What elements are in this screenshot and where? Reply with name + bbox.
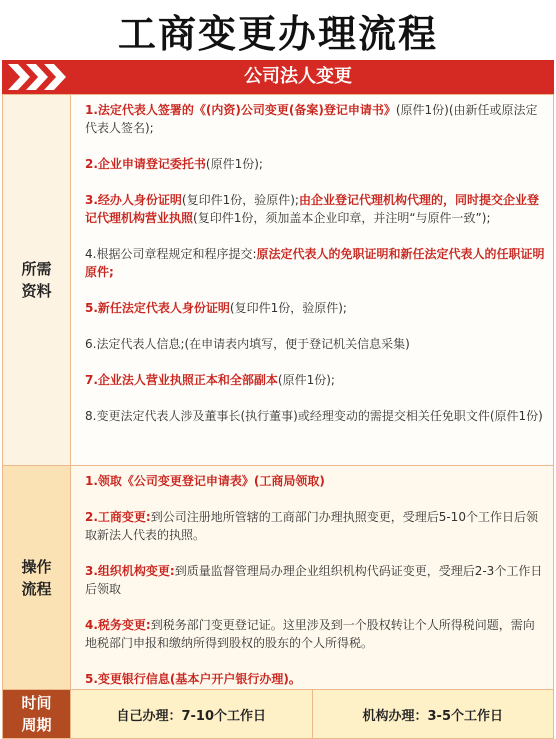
materials-item-text: 1.法定代表人签署的《(内资)公司变更(备案)登记申请书》 <box>85 103 396 117</box>
materials-item-text: 7.企业法人营业执照正本和全部副本 <box>85 373 278 387</box>
banner-title: 公司法人变更 <box>244 66 352 87</box>
materials-item-text: 4.根据公司章程规定和程序提交: <box>85 247 257 261</box>
process-list <box>71 466 553 689</box>
materials-item-text: (原件1份); <box>205 157 263 171</box>
materials-row <box>3 95 553 466</box>
materials-item-text: 原法定代表人的免职证明和新任法定代表人的任职证明原件; <box>85 247 545 279</box>
materials-item <box>85 191 545 227</box>
process-item-text: 到公司注册地所管辖的工商部门办理执照变更，受理后5-10个工作日后领取新法人代表的执照。 <box>85 510 538 542</box>
materials-label-line2: 资料 <box>21 282 52 300</box>
section-banner <box>2 60 554 94</box>
process-item-text: 1.领取《公司变更登记申请表》(工商局领取) <box>85 474 325 488</box>
materials-item-text: (复印件1份，须加盖本企业印章，并注明“与原件一致”); <box>193 211 491 225</box>
materials-item-text: 8.变更法定代表人涉及董事长(执行董事)或经理变动的需提交相关任免职文件(原件1份) <box>85 409 543 423</box>
materials-item <box>85 245 545 281</box>
materials-item-text: 2.企业申请登记委托书 <box>85 157 206 171</box>
materials-item-text: 5.新任法定代表人身份证明 <box>85 301 230 315</box>
materials-item <box>85 101 545 137</box>
process-item <box>85 616 545 652</box>
process-label-line1: 操作 <box>21 557 52 576</box>
period-row <box>3 690 553 738</box>
materials-label <box>3 95 71 465</box>
materials-item <box>85 407 545 425</box>
process-item-text: 5.变更银行信息(基本户开户银行办理)。 <box>85 672 301 686</box>
period-label-line2: 周期 <box>21 716 52 734</box>
materials-item <box>85 299 545 317</box>
period-label <box>3 690 71 738</box>
materials-item-text: (原件1份); <box>277 373 335 387</box>
process-item-text: 2.工商变更: <box>85 510 151 524</box>
process-item-text: 3.组织机构变更: <box>85 564 175 578</box>
materials-item-text: 3.经办人身份证明 <box>85 193 182 207</box>
process-item <box>85 562 545 598</box>
process-item-text: 到税务部门变更登记证。这里涉及到一个股权转让个人所得税问题，需向地税部门申报和缴纳所得到股权的股东的个人所得税。 <box>85 618 535 650</box>
process-label <box>3 466 71 689</box>
period-agency: 机构办理：3-5个工作日 <box>312 690 554 738</box>
period-label-line1: 时间 <box>21 694 52 712</box>
process-item <box>85 472 545 490</box>
materials-item-text: (原件1份)(由新任或原法定代表人签名); <box>85 103 538 135</box>
materials-list <box>71 95 553 465</box>
materials-item-text: (复印件1份，验原件); <box>181 193 299 207</box>
period-cells <box>71 690 553 738</box>
process-item-text: 到质量监督管理局办理企业组织机构代码证变更，受理后2-3个工作日后领取 <box>85 564 543 596</box>
process-item <box>85 508 545 544</box>
process-row <box>3 466 553 690</box>
materials-item <box>85 371 545 389</box>
process-item-text: 4.税务变更: <box>85 618 151 632</box>
materials-item <box>85 155 545 173</box>
materials-item-text: 由企业登记代理机构代理的，同时提交企业登记代理机构营业执照 <box>85 193 539 225</box>
materials-item <box>85 335 545 353</box>
materials-item-text: (复印件1份，验原件); <box>229 301 347 315</box>
materials-label-line1: 所需 <box>21 260 52 278</box>
period-self: 自己办理：7-10个工作日 <box>116 708 267 724</box>
page-title: 工商变更办理流程 <box>117 11 438 56</box>
info-table <box>2 94 554 739</box>
process-label-line2: 流程 <box>21 579 52 598</box>
materials-item-text: 6.法定代表人信息;(在申请表内填写，便于登记机关信息采集) <box>85 337 410 351</box>
process-item <box>85 670 545 688</box>
